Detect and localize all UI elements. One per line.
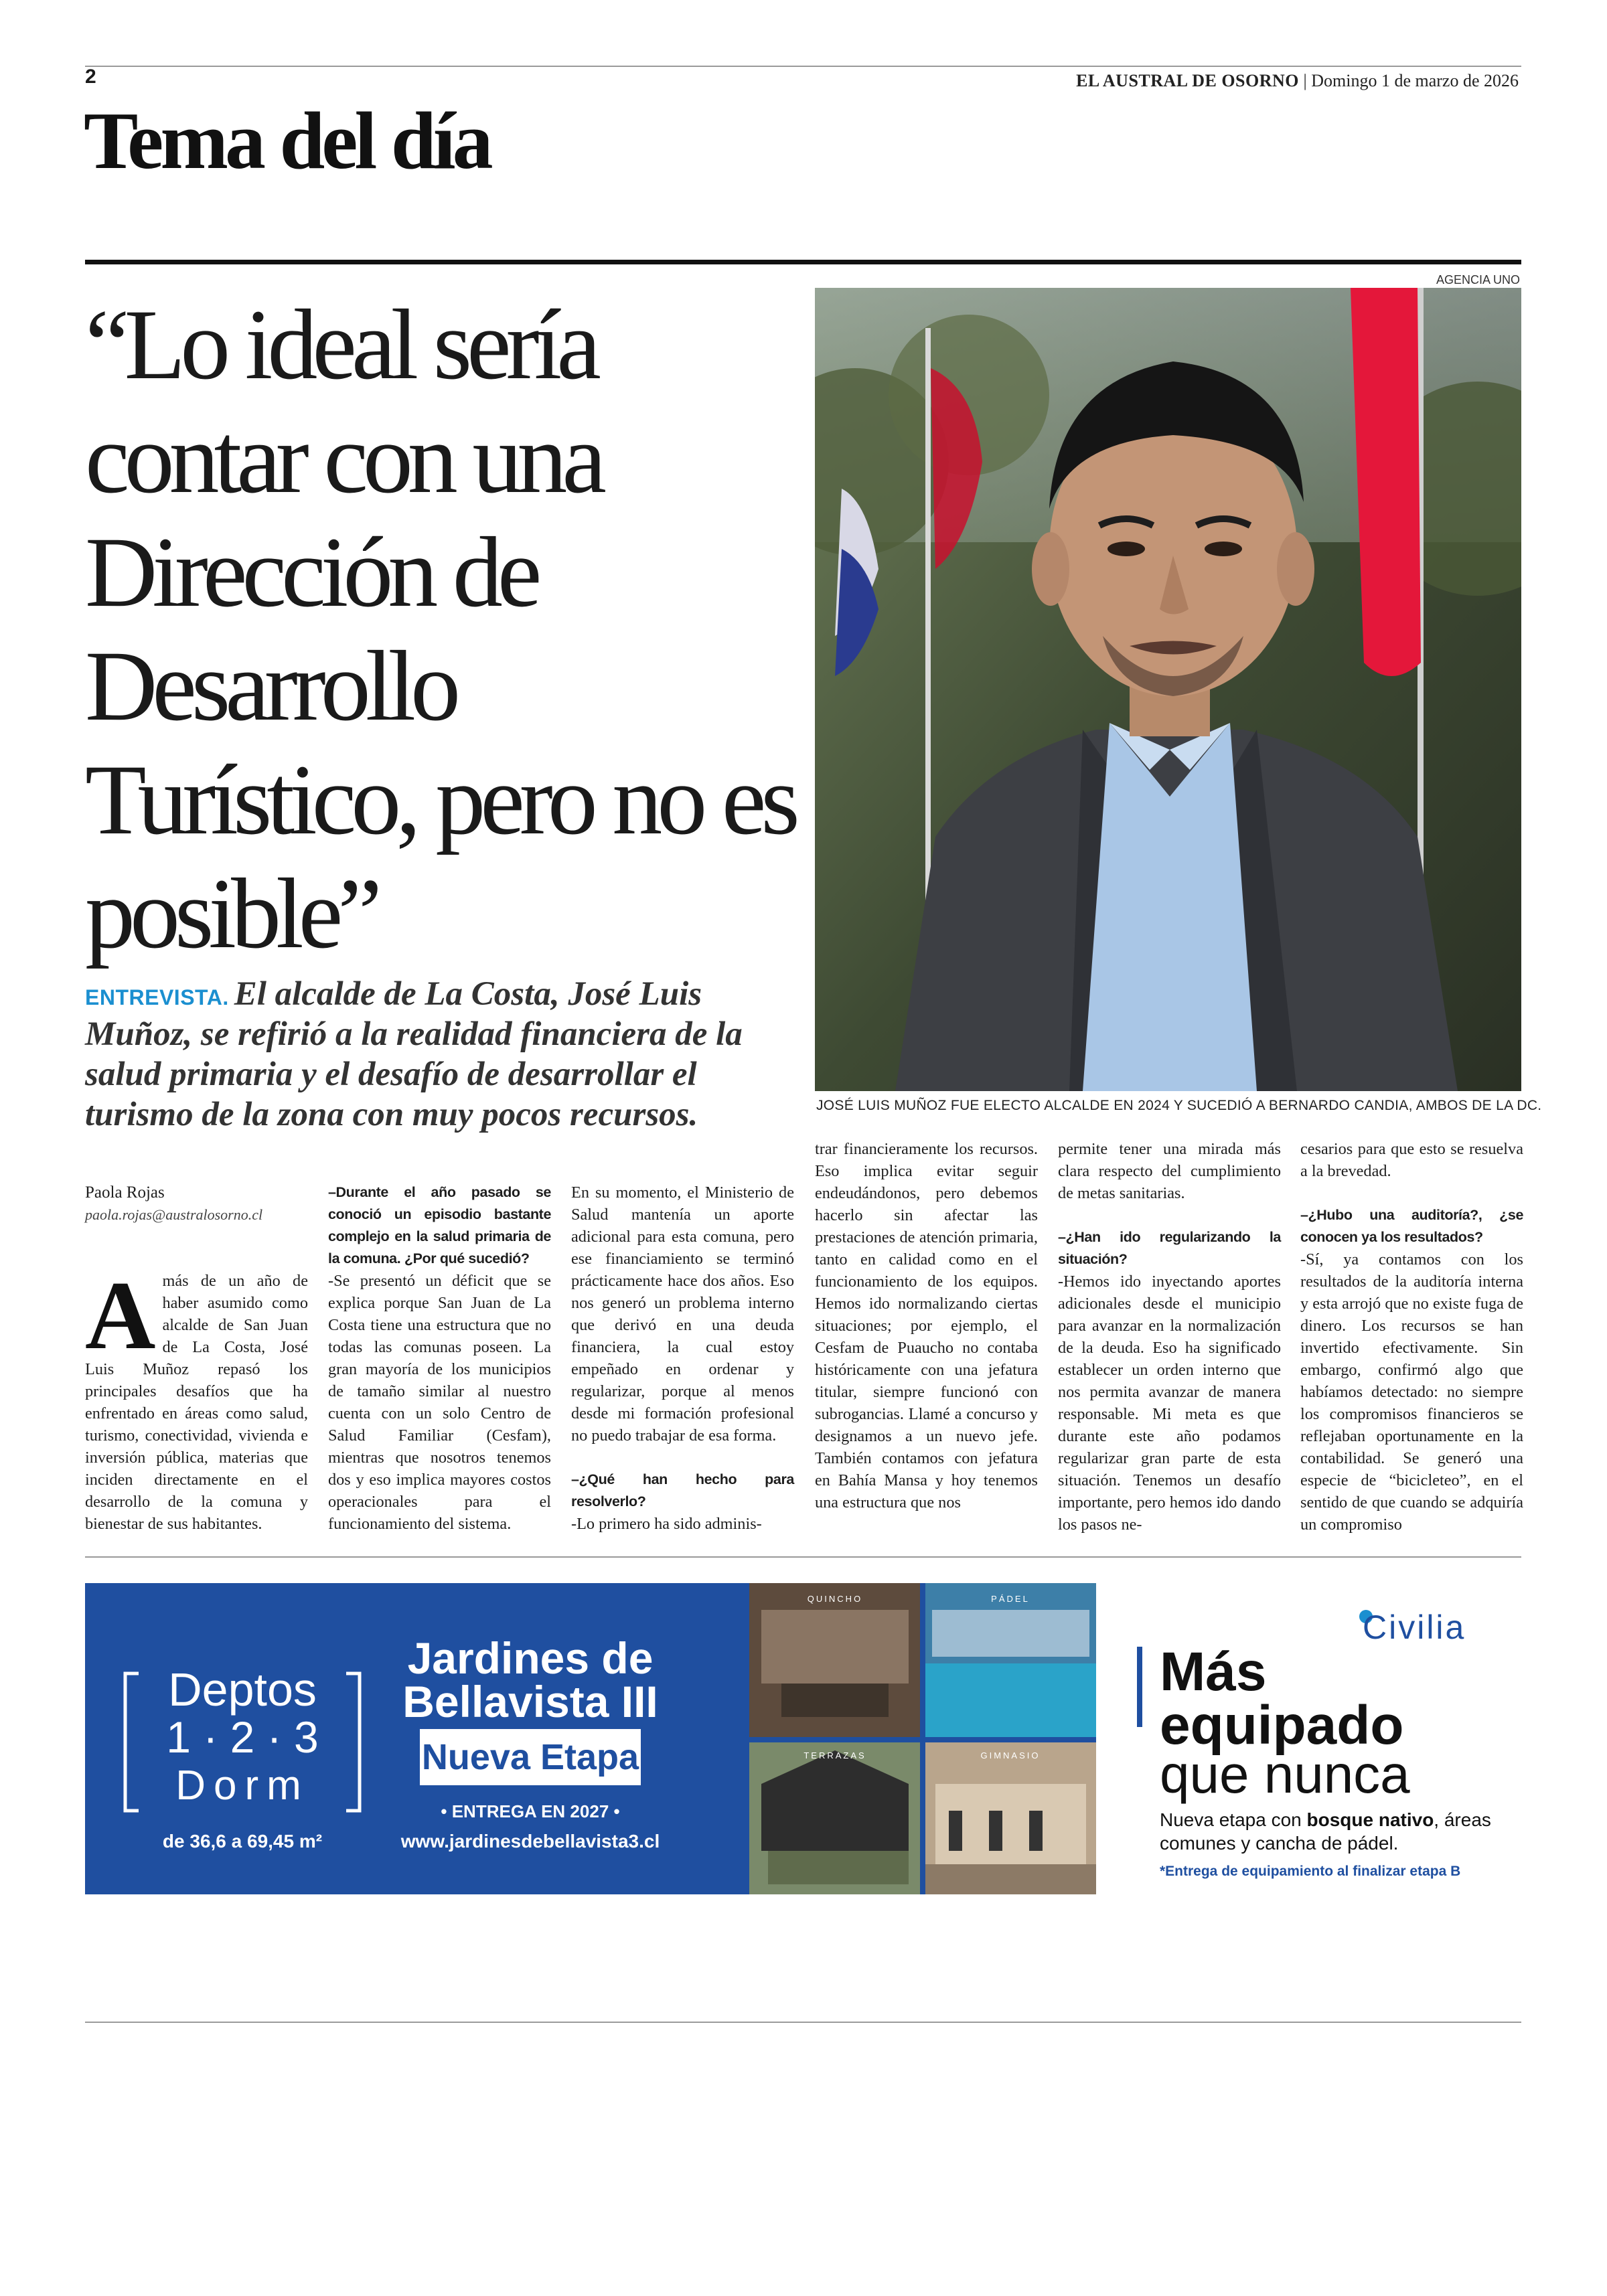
civilia-ad[interactable] xyxy=(1112,1583,1521,1894)
ad-label-padel: PÁDEL xyxy=(991,1594,1030,1604)
ad-size: de 36,6 a 69,45 m² xyxy=(162,1831,323,1852)
portrait-photo xyxy=(815,288,1521,1091)
accent-bar xyxy=(1137,1647,1142,1727)
column-6 xyxy=(1300,1138,1523,1536)
answer-1: -Se presentó un déficit que se explica porque San Juan de La Costa tiene una estructura que no todas las comunas poseen. La gran mayoría de los municipios de tamaño similar al nuestro cuenta con un solo Centro de Salud Familiar (Cesfam), mientras que nosotros tenemos dos y eso implica mayores costos operacionales para el funcionamiento del sistema. xyxy=(328,1272,551,1533)
issue-date: Domingo 1 de marzo de 2026 xyxy=(1311,71,1519,90)
answer-2-continued: trar financieramente los recursos. Eso implica evitar seguir endeudándonos, pero debemos hacerlo sin afectar las prestaciones de atención primaria, tanto en calidad como en el funcionamiento de los equipos. Hemos ido normalizando ciertas situaciones; por ejemplo, el Cesfam de Puaucho no contaba históricamente con una jefatura titular, siempre funcionó con subrogancias. Llamé a concurso y designamos a un nuevo jefe. También contamos con jefatura en Bahía Mansa y hoy tenemos una estructura que nos xyxy=(815,1140,1038,1511)
page-number: 2 xyxy=(85,66,96,88)
page-bottom-rule xyxy=(85,2022,1521,2023)
ad-delivery: • ENTREGA EN 2027 • xyxy=(441,1801,620,1821)
newspaper-name: EL AUSTRAL DE OSORNO xyxy=(1076,71,1300,90)
ad-label-gimnasio: GIMNASIO xyxy=(980,1750,1041,1760)
question-1: –Durante el año pasado se conoció un episodio bastante complejo en la salud primaria de la comuna. ¿Por qué sucedió? xyxy=(328,1184,551,1266)
drop-cap: A xyxy=(85,1261,156,1370)
question-4: –¿Hubo una auditoría?, ¿se conocen ya los resultados? xyxy=(1300,1207,1523,1245)
author-email: paola.rojas@australosorno.cl xyxy=(85,1206,263,1223)
svg-text:Nueva etapa con bosque nativo, xyxy=(1160,1809,1491,1830)
section-title: Tema del día xyxy=(84,96,490,186)
headline: “Lo ideal sería contar con una Dirección de Desarrollo Turístico, pero no es posible” xyxy=(85,289,795,969)
real-estate-ad[interactable] xyxy=(85,1583,1096,1894)
masthead-separator: | xyxy=(1303,71,1307,90)
answer-3: -Hemos ido inyectando aportes adicionales desde el municipio para avanzar en la normalización de la deuda. Eso ha significado establecer un orden interno que nos permita avanzar de manera responsable. Mi meta es que durante este año podamos regularizar gran parte de esta situación. Tenemos un desafío importante, pero hemos ido dando los pasos ne- xyxy=(1058,1273,1281,1534)
lead-text: El alcalde de La Costa, José Luis Muñoz, se refirió a la realidad financiera de la salud primaria y el desafío de desarrollar el turismo de la zona con muy pocos recursos. xyxy=(85,975,743,1133)
kicker: ENTREVISTA. xyxy=(85,985,229,1009)
ad-label-terrazas: TERRAZAS xyxy=(804,1750,866,1760)
article-bottom-rule xyxy=(85,1556,1521,1558)
portrait-illustration xyxy=(815,288,1521,1091)
ad-artwork xyxy=(85,1583,1096,1894)
civilia-desc-post2: comunes y cancha de pádel. xyxy=(1160,1833,1399,1854)
photo-credit: AGENCIA UNO xyxy=(1436,273,1520,286)
civilia-footnote: *Entrega de equipamiento al finalizar etapa B xyxy=(1160,1864,1461,1879)
column-4 xyxy=(815,1138,1038,1513)
ad-stage: Nueva Etapa xyxy=(421,1737,639,1777)
civilia-brand: Civilia xyxy=(1363,1609,1466,1646)
answer-2-end: permite tener una mirada más clara respecto del cumplimiento de metas sanitarias. xyxy=(1058,1140,1281,1202)
answer-4: -Sí, ya contamos con los resultados de la auditoría interna y esta arrojó que no existe fuga de dinero. Los recursos se han invertido efectivamente. Sin embargo, confirmó algo que habíamos detectado: no siempre los compromisos financieros se reflejaban oportunamente en la contabilidad. Se generó una especie de “bicicleteo”, en el sentido de que cuando se adquiría un compromiso xyxy=(1300,1250,1523,1534)
section-thick-rule xyxy=(85,260,1521,264)
question-3: –¿Han ido regularizando la situación? xyxy=(1058,1229,1281,1267)
column-5 xyxy=(1058,1138,1281,1536)
ad-dorm: Dorm xyxy=(175,1762,309,1809)
civilia-desc-post1: , áreas xyxy=(1434,1809,1491,1830)
author-name: Paola Rojas xyxy=(85,1183,165,1202)
lead-paragraph xyxy=(85,974,795,1135)
ad-deptos: Deptos xyxy=(168,1663,317,1716)
ad-label-quincho: QUINCHO xyxy=(807,1594,863,1604)
civilia-artwork xyxy=(1112,1583,1521,1894)
top-rule xyxy=(85,66,1521,67)
column-1 xyxy=(85,1181,308,1535)
ad-rooms: 1 · 2 · 3 xyxy=(166,1712,319,1762)
civilia-slogan1: Más xyxy=(1160,1641,1267,1702)
intro-text: más de un año de haber asumido como alcalde de San Juan de La Costa, José Luis Muñoz repasó los principales desafíos que ha enfrentado en áreas como salud, turismo, conectividad, vivienda e inversión pública, materias que inciden directamente en el desarrollo de la comuna y bienestar de sus habitantes. xyxy=(85,1272,308,1533)
answer-2: -Lo primero ha sido adminis- xyxy=(571,1515,762,1533)
ad-project-line2: Bellavista III xyxy=(402,1677,658,1726)
answer-1-continued: En su momento, el Ministerio de Salud mantenía un aporte adicional para esta comuna, pero ese financiamiento se terminó prácticamente hace dos años. Eso nos generó un problema interno que derivó en una deuda financiera, la cual estoy empeñado en ordenar y regularizar, porque al menos desde mi formación profesional no puedo trabajar de esa forma. xyxy=(571,1183,794,1445)
photo-caption: JOSÉ LUIS MUÑOZ FUE ELECTO ALCALDE EN 2024 Y SUCEDIÓ A BERNARDO CANDIA, AMBOS DE LA DC. xyxy=(816,1098,1542,1113)
masthead xyxy=(1076,71,1519,91)
ad-website: www.jardinesdebellavista3.cl xyxy=(400,1831,660,1852)
civilia-slogan2: equipado xyxy=(1160,1695,1404,1756)
civilia-desc-pre: Nueva etapa con xyxy=(1160,1809,1307,1830)
column-3 xyxy=(571,1181,794,1535)
answer-3-end: cesarios para que esto se resuelva a la brevedad. xyxy=(1300,1140,1523,1180)
ad-project-line1: Jardines de xyxy=(407,1633,654,1683)
question-2: –¿Qué han hecho para resolverlo? xyxy=(571,1471,794,1509)
column-2 xyxy=(328,1181,551,1535)
civilia-desc-bold: bosque nativo xyxy=(1306,1809,1434,1830)
civilia-slogan3: que nunca xyxy=(1160,1744,1410,1804)
